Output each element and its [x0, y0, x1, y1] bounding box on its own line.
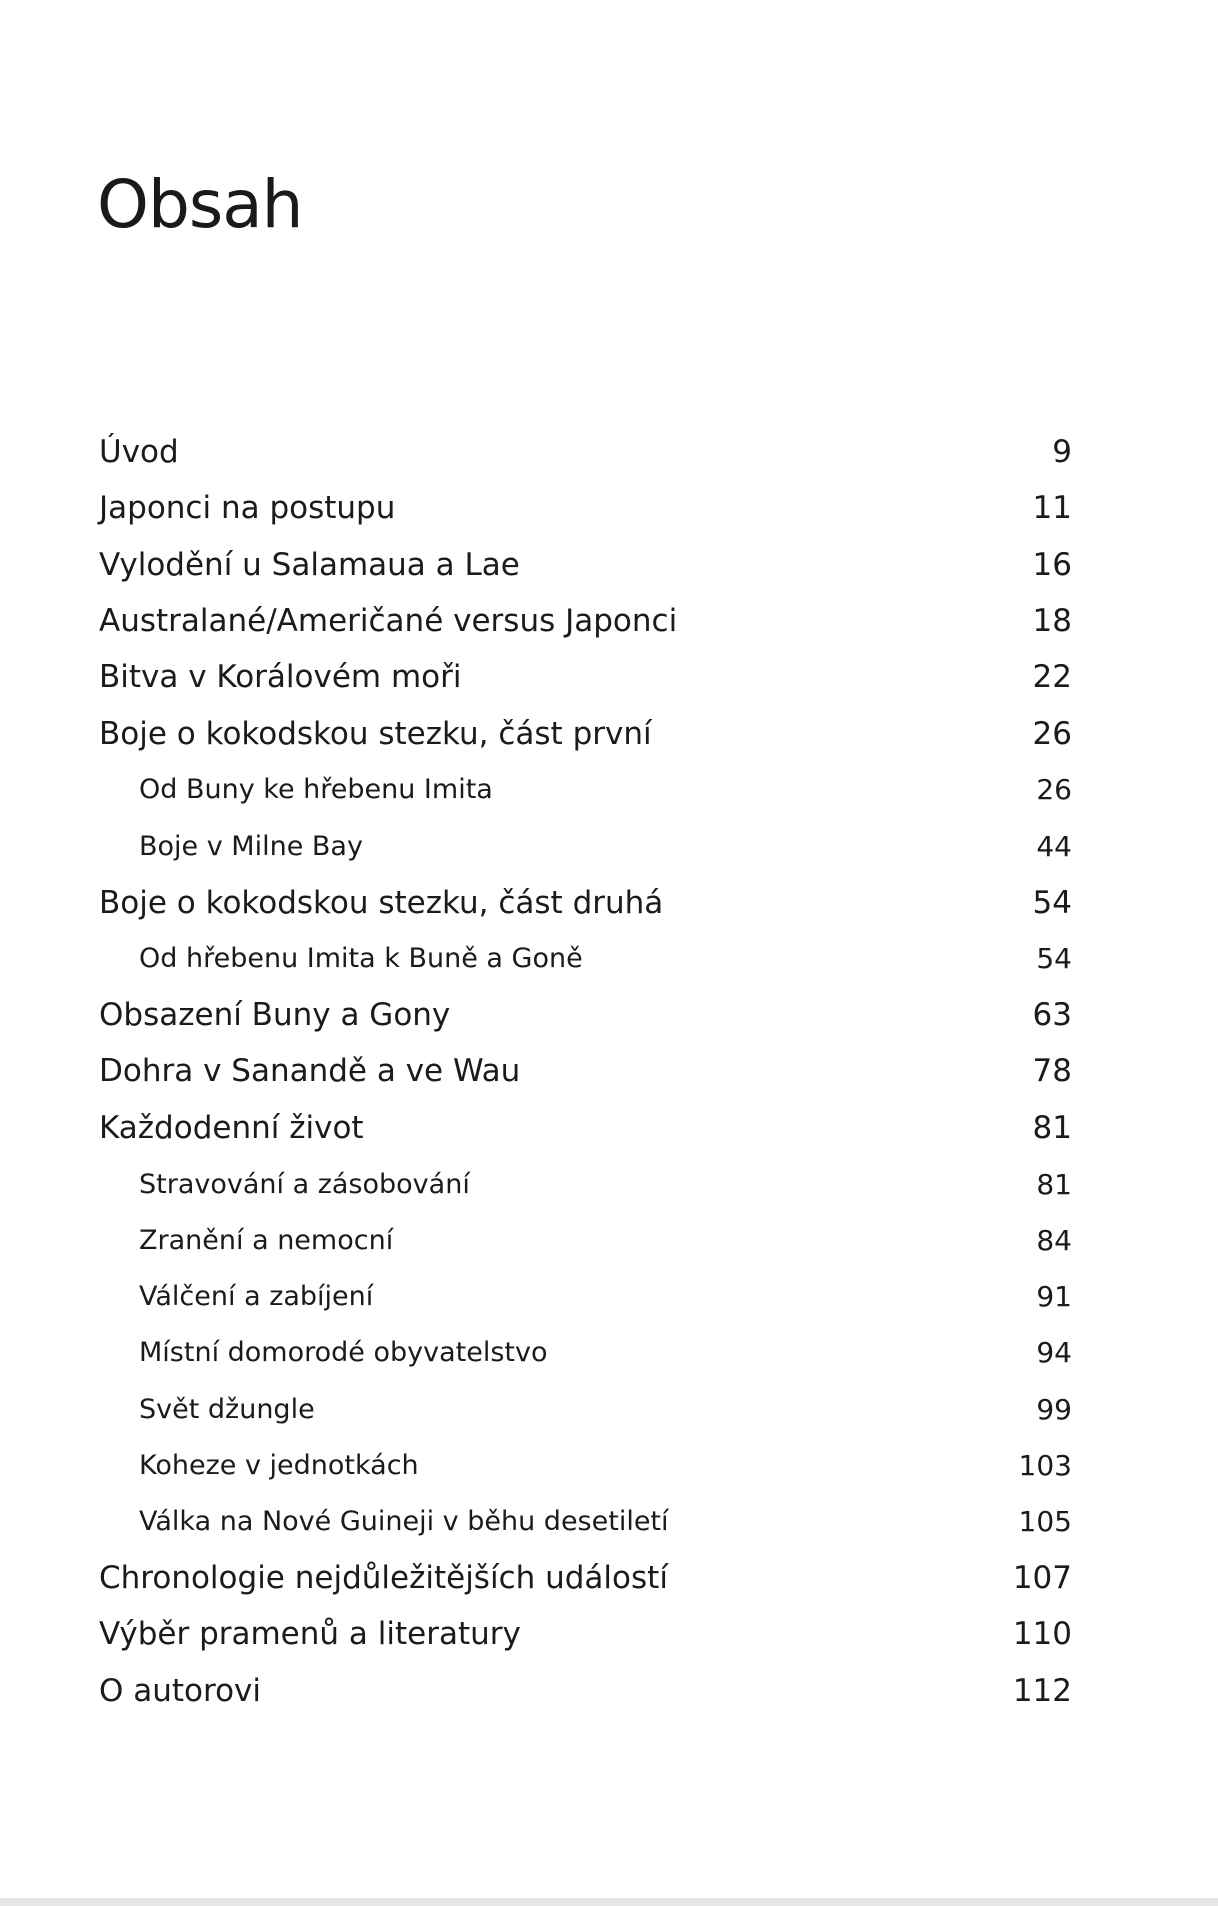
toc-entry-title: Boje o kokodskou stezku, část druhá — [99, 884, 664, 921]
toc-entry-page-number: 26 — [1032, 715, 1072, 752]
toc-entry-page-number: 54 — [1036, 942, 1072, 976]
toc-entry-page-number: 84 — [1036, 1223, 1072, 1257]
toc-entry-title: Každodenní život — [99, 1109, 364, 1146]
toc-entry-title: Stravování a zásobování — [139, 1168, 470, 1200]
toc-entry-title: Místní domorodé obyvatelstvo — [139, 1337, 548, 1369]
toc-entry-page-number: 16 — [1032, 546, 1072, 583]
toc-entry-page-number: 26 — [1036, 773, 1072, 807]
toc-subchapter — [0, 1325, 1218, 1381]
toc-entry-page-number: 81 — [1036, 1167, 1072, 1201]
toc-entry-page-number: 54 — [1032, 884, 1072, 921]
toc-chapter — [0, 480, 1218, 536]
toc-entry-page-number: 18 — [1032, 603, 1072, 640]
toc-entry-page-number: 110 — [1012, 1616, 1072, 1653]
toc-entry-page-number: 44 — [1036, 829, 1072, 863]
toc-entry-page-number: 9 — [1052, 434, 1072, 471]
toc-entry-page-number: 94 — [1036, 1336, 1072, 1370]
toc-chapter — [0, 424, 1218, 480]
table-of-contents — [0, 424, 1218, 1719]
toc-subchapter — [0, 1156, 1218, 1212]
toc-chapter — [0, 705, 1218, 761]
toc-entry-page-number: 91 — [1036, 1280, 1072, 1314]
toc-entry-title: O autorovi — [99, 1672, 262, 1709]
toc-chapter — [0, 987, 1218, 1043]
toc-entry-page-number: 103 — [1018, 1448, 1072, 1482]
toc-entry-title: Dohra v Sanandě a ve Wau — [99, 1053, 521, 1090]
toc-entry-title: Válčení a zabíjení — [139, 1281, 374, 1313]
toc-entry-title: Chronologie nejdůležitějších událostí — [99, 1560, 668, 1597]
toc-entry-title: Bitva v Korálovém moři — [99, 659, 462, 696]
toc-entry-page-number: 63 — [1032, 997, 1072, 1034]
toc-entry-title: Australané/Američané versus Japonci — [99, 603, 678, 640]
toc-subchapter — [0, 931, 1218, 987]
toc-chapter — [0, 649, 1218, 705]
toc-entry-page-number: 107 — [1012, 1560, 1072, 1597]
toc-subchapter — [0, 1212, 1218, 1268]
toc-chapter — [0, 1043, 1218, 1099]
toc-chapter — [0, 874, 1218, 930]
toc-subchapter — [0, 1268, 1218, 1324]
toc-subchapter — [0, 1437, 1218, 1493]
toc-entry-page-number: 11 — [1032, 490, 1072, 527]
toc-entry-page-number: 112 — [1012, 1672, 1072, 1709]
toc-entry-title: Japonci na postupu — [99, 490, 396, 527]
toc-subchapter — [0, 818, 1218, 874]
page-title: Obsah — [97, 166, 303, 243]
toc-entry-title: Vylodění u Salamaua a Lae — [99, 546, 520, 583]
toc-entry-title: Válka na Nové Guineji v běhu desetiletí — [139, 1506, 669, 1538]
toc-entry-page-number: 78 — [1032, 1053, 1072, 1090]
toc-chapter — [0, 537, 1218, 593]
toc-entry-page-number: 99 — [1036, 1392, 1072, 1426]
toc-entry-title: Obsazení Buny a Gony — [99, 997, 451, 1034]
toc-entry-title: Zranění a nemocní — [139, 1224, 394, 1256]
toc-entry-page-number: 81 — [1032, 1109, 1072, 1146]
toc-entry-title: Koheze v jednotkách — [139, 1449, 419, 1481]
toc-entry-page-number: 22 — [1032, 659, 1072, 696]
toc-entry-title: Úvod — [99, 434, 179, 471]
toc-subchapter — [0, 1494, 1218, 1550]
toc-entry-title: Boje v Milne Bay — [139, 830, 363, 862]
scan-edge — [0, 1898, 1218, 1906]
toc-entry-title: Svět džungle — [139, 1393, 315, 1425]
toc-chapter — [0, 1606, 1218, 1662]
toc-chapter — [0, 1663, 1218, 1719]
toc-chapter — [0, 1100, 1218, 1156]
toc-entry-title: Od hřebenu Imita k Buně a Goně — [139, 943, 583, 975]
toc-subchapter — [0, 762, 1218, 818]
toc-subchapter — [0, 1381, 1218, 1437]
toc-entry-title: Od Buny ke hřebenu Imita — [139, 774, 493, 806]
toc-entry-title: Boje o kokodskou stezku, část první — [99, 715, 652, 752]
toc-entry-title: Výběr pramenů a literatury — [99, 1616, 521, 1653]
toc-entry-page-number: 105 — [1018, 1505, 1072, 1539]
toc-chapter — [0, 1550, 1218, 1606]
toc-chapter — [0, 593, 1218, 649]
